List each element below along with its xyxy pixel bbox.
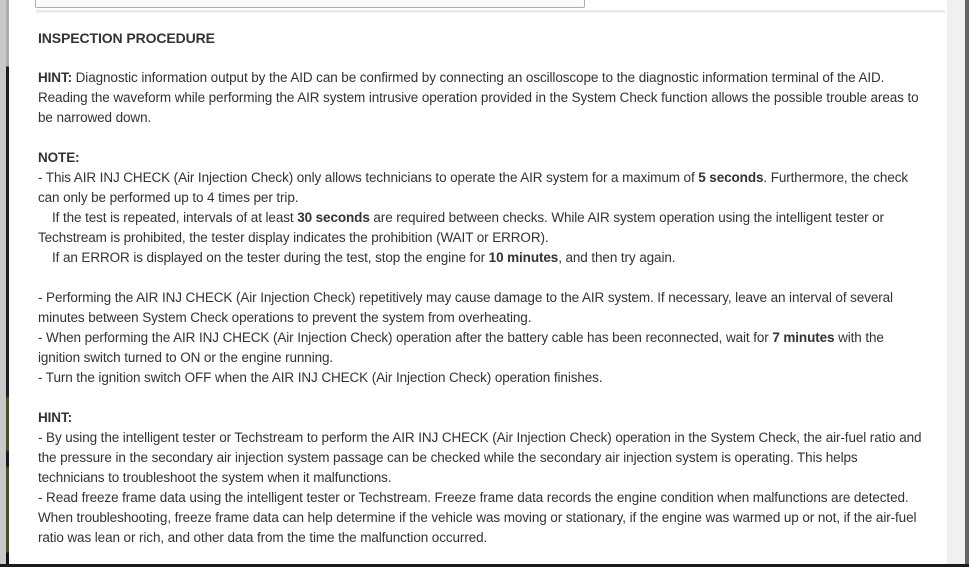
collapsed-dropdown[interactable] [35,0,585,8]
document-paragraph [38,248,926,268]
section-heading [38,148,926,168]
body-text: Diagnostic information output by the AID can be confirmed by connecting an oscilloscope to the diagnostic information terminal of the AID. Reading the waveform while performing the AIR system intrusive operation provided in the System Check function allows the possible trouble areas to be narrowed down. [38,70,919,125]
left-window-border [6,0,9,567]
paragraph-spacer [38,128,926,148]
document-paragraph [38,328,926,368]
body-text: - Performing the AIR INJ CHECK (Air Injection Check) repetitively may cause damage to the AIR system. If necessary, leave an interval of several minutes between System Check operations to prevent the system from overheating. [38,290,893,325]
body-text: , and then try again. [558,250,676,265]
document-paragraph [38,288,926,328]
vertical-scrollbar[interactable] [947,0,965,567]
body-text: . Furthermore, the check can only be performed up to 4 times per trip. [38,170,909,205]
body-text: If the test is repeated, intervals of at least [52,210,298,225]
section-heading [38,408,926,428]
body-text: - When performing the AIR INJ CHECK (Air Injection Check) operation after the battery cable has been reconnected, wait for [38,330,773,345]
document-paragraph [38,68,926,128]
paragraph-spacer [38,48,926,68]
paragraph-spacer [38,268,926,288]
bold-text: 5 seconds [698,170,764,185]
body-text: - Turn the ignition switch OFF when the AIR INJ CHECK (Air Injection Check) operation finishes. [38,370,603,385]
page-title [38,28,926,48]
bold-text: 30 seconds [297,210,370,225]
toolbar-shadow [36,10,945,13]
body-text: are required between checks. While AIR system operation using the intelligent tester or Techstream is prohibited, the tester display indicates the prohibition (WAIT or ERROR). [38,210,884,245]
document-paragraph [38,208,926,248]
document-paragraph [38,368,926,388]
bold-text: INSPECTION PROCEDURE [38,30,215,46]
body-text: - Read freeze frame data using the intelligent tester or Techstream. Freeze frame data records the engine condition when malfunctions are detected. When troubleshooting, freeze frame data can help determine if the vehicle was moving or stationary, if the engine was warmed up or not, if the air-fuel ratio was lean or rich, and other data from the time the malfunction occurred. [38,490,917,545]
bold-text: NOTE: [38,150,80,165]
document-paragraph [38,428,926,488]
body-text: - By using the intelligent tester or Techstream to perform the AIR INJ CHECK (Air Injection Check) operation in the System Check, the air-fuel ratio and the pressure in the secondary air injection system passage can be checked while the secondary air injection system is operating. This helps technicians to troubleshoot the system when it malfunctions. [38,430,922,485]
document-paragraph [38,168,926,208]
document-paragraph [38,488,926,548]
bold-text: 10 minutes [488,250,559,265]
body-text: - This AIR INJ CHECK (Air Injection Check) only allows technicians to operate the AIR system for a maximum of [38,170,699,185]
paragraph-spacer [38,388,926,408]
bold-text: HINT: [38,70,72,85]
window-right-border [965,0,969,567]
body-text: with the ignition switch turned to ON or the engine running. [38,330,884,365]
body-text: If an ERROR is displayed on the tester during the test, stop the engine for [52,250,489,265]
bold-text: 7 minutes [772,330,835,345]
bold-text: HINT: [38,410,72,425]
document-body [38,28,926,548]
